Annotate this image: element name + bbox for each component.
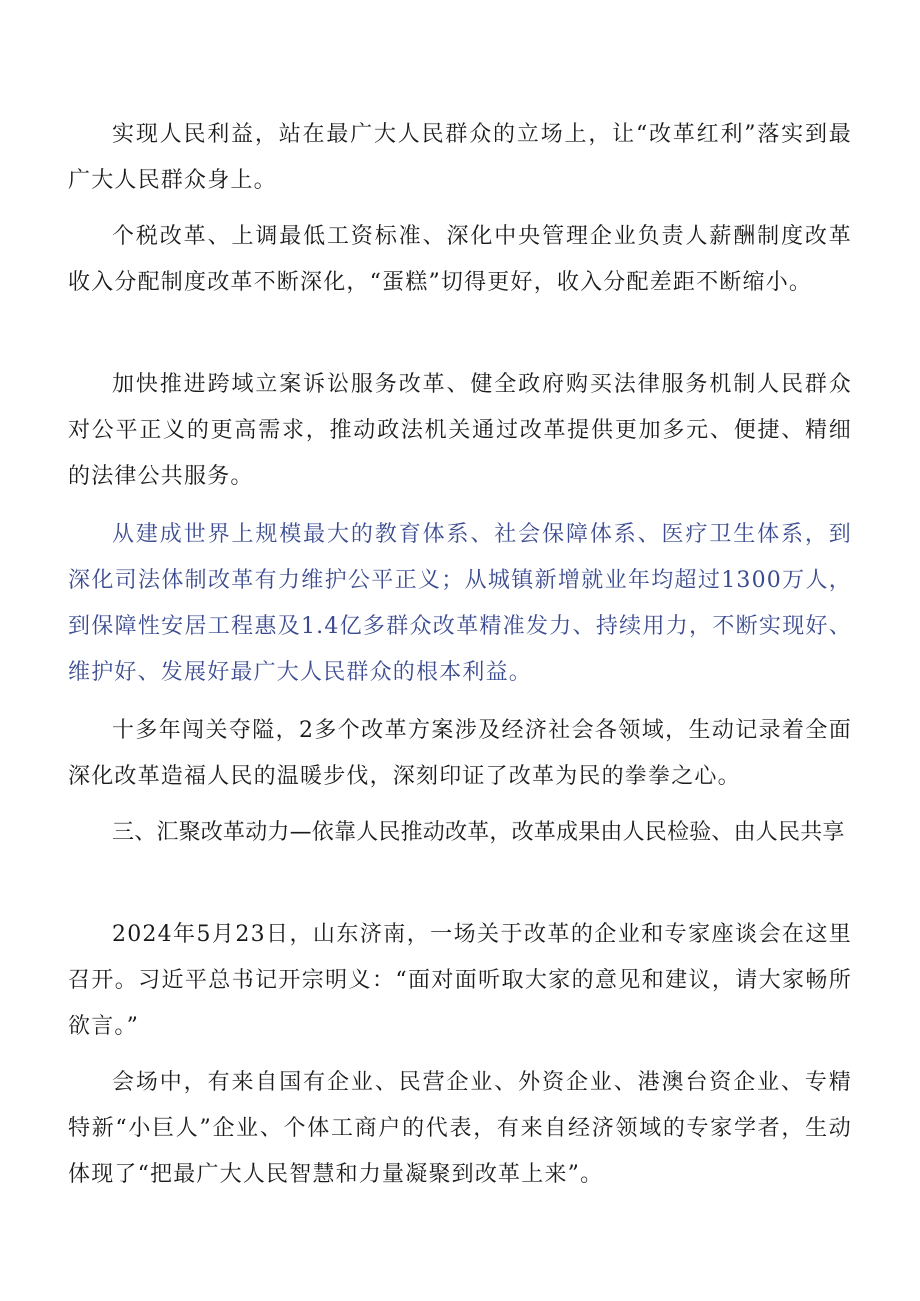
body-paragraph: 会场中，有来自国有企业、民营企业、外资企业、港澳台资企业、专精特新“小巨人”企业、个体工商户的代表，有来自经济领域的专家学者，生动体现了“把最广大人民智慧和力量凝聚到改革上来”。 — [68, 1070, 852, 1187]
body-paragraph: 加快推进跨域立案诉讼服务改革、健全政府购买法律服务机制人民群众对公平正义的更高需求，推动政法机关通过改革提供更加多元、便捷、精细的法律公共服务。 — [68, 372, 852, 489]
body-paragraph: 十多年闯关夺隘，2多个改革方案涉及经济社会各领域，生动记录着全面深化改革造福人民的温暖步伐，深刻印证了改革为民的拳拳之心。 — [68, 718, 852, 789]
body-paragraph: 实现人民利益，站在最广大人民群众的立场上，让“改革红利”落实到最广大人民群众身上。 — [68, 122, 852, 193]
section-heading: 三、汇聚改革动力—依靠人民推动改革，改革成果由人民检验、由人民共享 — [112, 820, 845, 845]
body-paragraph: 2024年5月23日，山东济南，一场关于改革的企业和专家座谈会在这里召开。习近平总书记开宗明义：“面对面听取大家的意见和建议，请大家畅所欲言。” — [68, 922, 852, 1039]
body-paragraph: 个税改革、上调最低工资标准、深化中央管理企业负责人薪酬制度改革收入分配制度改革不断深化，“蛋糕”切得更好，收入分配差距不断缩小。 — [68, 224, 852, 295]
highlighted-paragraph: 从建成世界上规模最大的教育体系、社会保障体系、医疗卫生体系，到深化司法体制改革有力维护公平正义；从城镇新增就业年均超过1300万人，到保障性安居工程惠及1.4亿多群众改革精准发力、持续用力，不断实现好、维护好、发展好最广大人民群众的根本利益。 — [68, 522, 852, 685]
